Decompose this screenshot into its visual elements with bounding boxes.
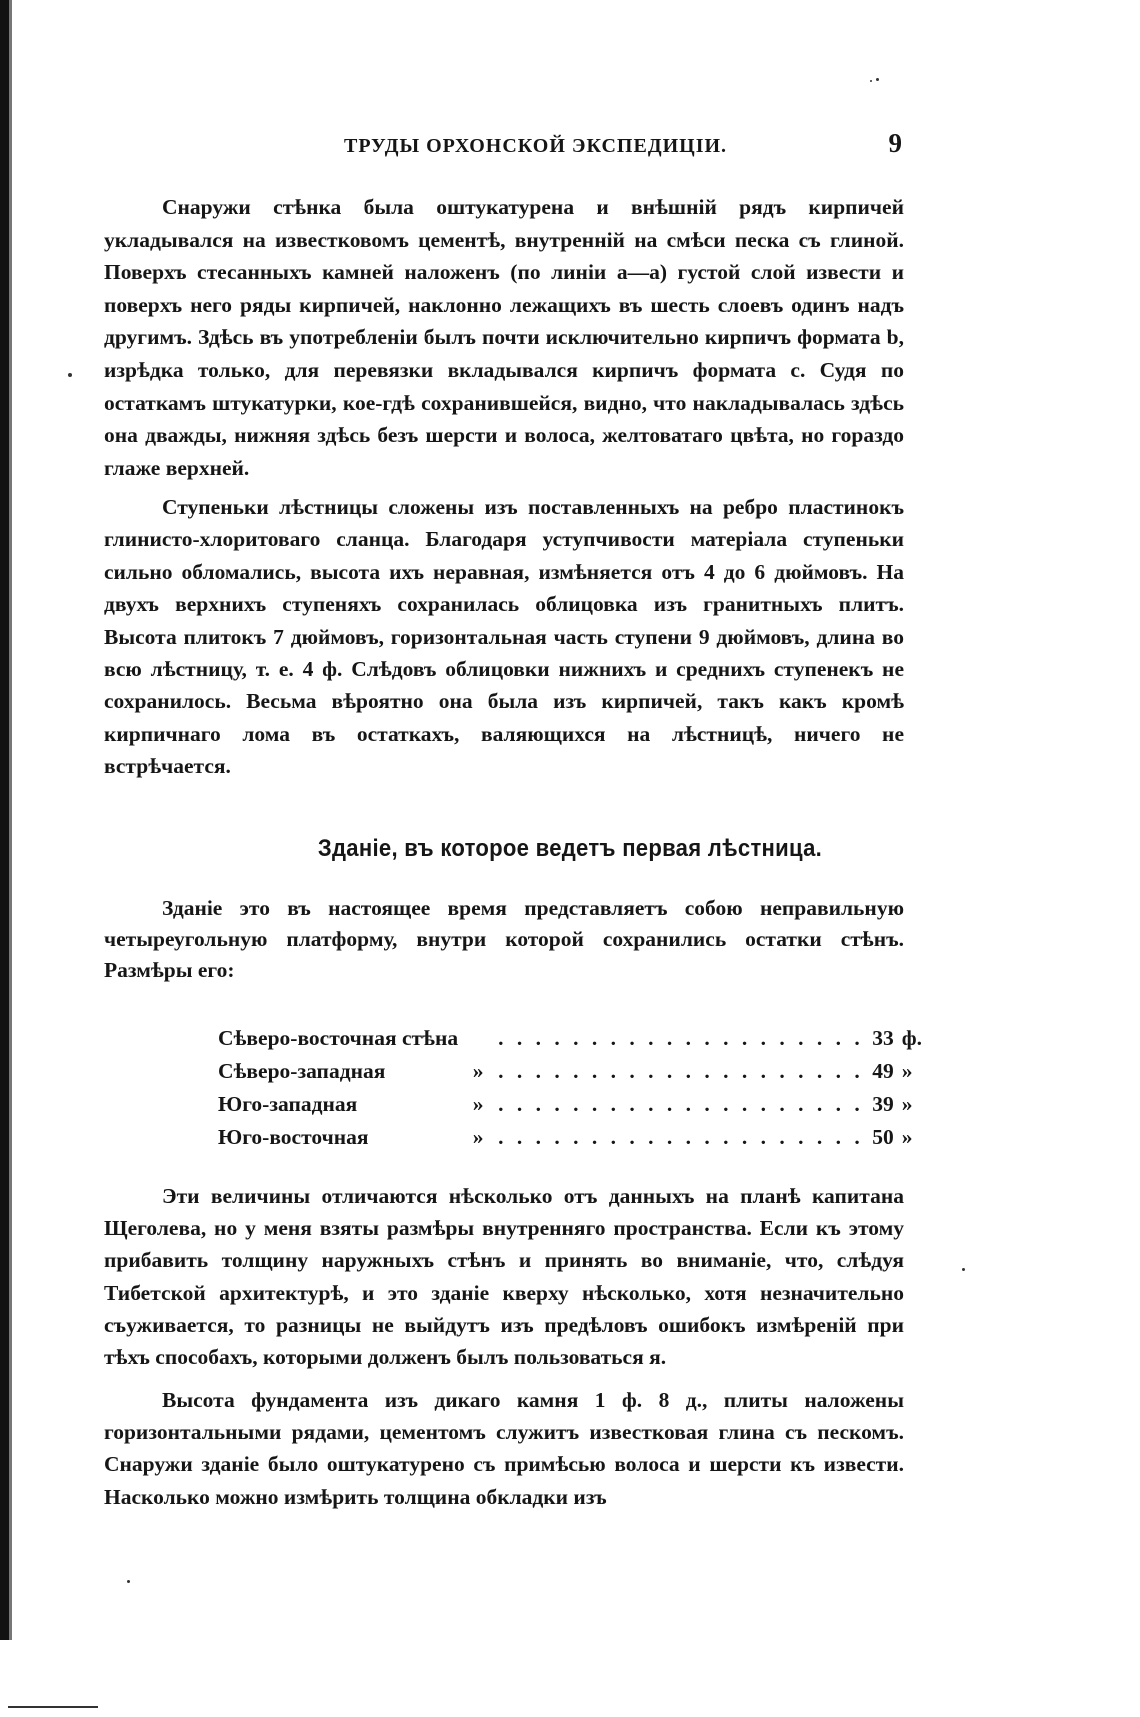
dimension-wall-name: Юго-западная (218, 1092, 358, 1116)
dimensions-table (218, 1022, 938, 1154)
running-header: ТРУДЫ ОРХОНСКОЙ ЭКСПЕДИЦІИ. (344, 135, 728, 157)
dot-leader (498, 1088, 864, 1121)
dimension-value: 50 (872, 1125, 894, 1149)
paragraph-foundation: Высота фундамента изъ дикаго камня 1 ф. 8 д., плиты наложены горизонтальными рядами, цементомъ служитъ известковая глина съ пескомъ. Снаружи зданіе было оштукатурено съ примѣсью волоса и шерсти къ извести. Насколько можно измѣрить толщина обкладки изъ (104, 1388, 904, 1509)
binding-shadow (9, 0, 12, 1640)
dimension-wall-name: Юго-восточная (218, 1125, 369, 1149)
dimension-row (218, 1121, 938, 1154)
dot-leader (498, 1055, 864, 1088)
dimension-wall-name: Сѣверо-восточная стѣна (218, 1026, 459, 1050)
dimension-unit: » (901, 1092, 913, 1116)
page-number: 9 (888, 128, 902, 158)
dimension-ditto-mark: » (472, 1059, 484, 1083)
paragraph-stair-steps: Ступеньки лѣстницы сложены изъ поставленныхъ на ребро пластинокъ глинисто-хлоритоваго сланца. Благодаря уступчивости матеріала ступеньки сильно обломались, высота ихъ неравная, измѣняется отъ 4 до 6 дюймовъ. На двухъ верхнихъ ступеняхъ сохранилась облицовка изъ гранитныхъ плитъ. Высота плитокъ 7 дюймовъ, горизонтальная часть ступени 9 дюймовъ, длина во всю лѣстницу, т. е. 4 ф. Слѣдовъ облицовки нижнихъ и среднихъ ступенекъ не сохранилось. Весьма вѣроятно она была изъ кирпичей, такъ какъ кромѣ кирпичнаго лома въ остаткахъ, валяющихся на лѣстницѣ, ничего не встрѣчается. (104, 495, 904, 779)
dimension-ditto-mark: » (472, 1125, 484, 1149)
scan-speck (876, 78, 879, 81)
dimension-row (218, 1022, 938, 1055)
scan-speck (68, 373, 72, 377)
dimension-ditto-mark: » (472, 1092, 484, 1116)
paragraph-measurement-notes: Эти величины отличаются нѣсколько отъ данныхъ на планѣ капитана Щеголева, но у меня взяты размѣры внутренняго пространства. Если къ этому прибавить толщину наружныхъ стѣнъ и принять во вниманіе, что, слѣдуя Тибетской архитектурѣ, и это зданіе кверху нѣсколько, хотя незначительно съуживается, то разницы не выйдутъ изъ предѣловъ ошибокъ измѣреній при тѣхъ способахъ, которыми долженъ былъ пользоваться я. (104, 1184, 904, 1370)
binding-edge (0, 0, 9, 1640)
dot-leader (498, 1022, 864, 1055)
paragraph-building-intro: Зданіе это въ настоящее время представляетъ собою неправильную четыреугольную платформу, внутри которой сохранились остатки стѣнъ. Размѣры его: (104, 896, 904, 982)
dimension-value: 49 (872, 1059, 894, 1083)
scan-speck (127, 1580, 130, 1583)
dot-leader (498, 1121, 864, 1154)
dimension-row (218, 1055, 938, 1088)
scan-speck (870, 80, 872, 82)
dimension-value: 33 (872, 1026, 894, 1050)
dimension-unit: » (901, 1059, 913, 1083)
paragraph-exterior-wall: Снаружи стѣнка была оштукатурена и внѣшній рядъ кирпичей укладывался на известковомъ цементѣ, внутренній на смѣси песка съ глиной. Поверхъ стесанныхъ камней наложенъ (по линіи a—a) густой слой извести и поверхъ него ряды кирпичей, наклонно лежащихъ въ шесть слоевъ одинъ надъ другимъ. Здѣсь въ употребленіи былъ почти исключительно кирпичъ формата b, изрѣдка только, для перевязки вкладывался кирпичъ формата c. Судя по остаткамъ штукатурки, кое-гдѣ сохранившейся, видно, что накладывалась здѣсь она дважды, нижняя здѣсь безъ шерсти и волоса, желтоватаго цвѣта, но гораздо глаже верхней. (104, 195, 904, 480)
dimension-unit: » (901, 1125, 913, 1149)
section-heading: Зданіе, въ которое ведетъ первая лѣстница. (317, 835, 823, 862)
dimension-value: 39 (872, 1092, 894, 1116)
dimension-unit: ф. (901, 1026, 922, 1050)
dimension-ditto-mark (458, 1022, 498, 1055)
dimension-wall-name: Сѣверо-западная (218, 1059, 386, 1083)
scan-speck (8, 1706, 98, 1708)
scan-speck (962, 1268, 965, 1271)
dimension-row (218, 1088, 938, 1121)
